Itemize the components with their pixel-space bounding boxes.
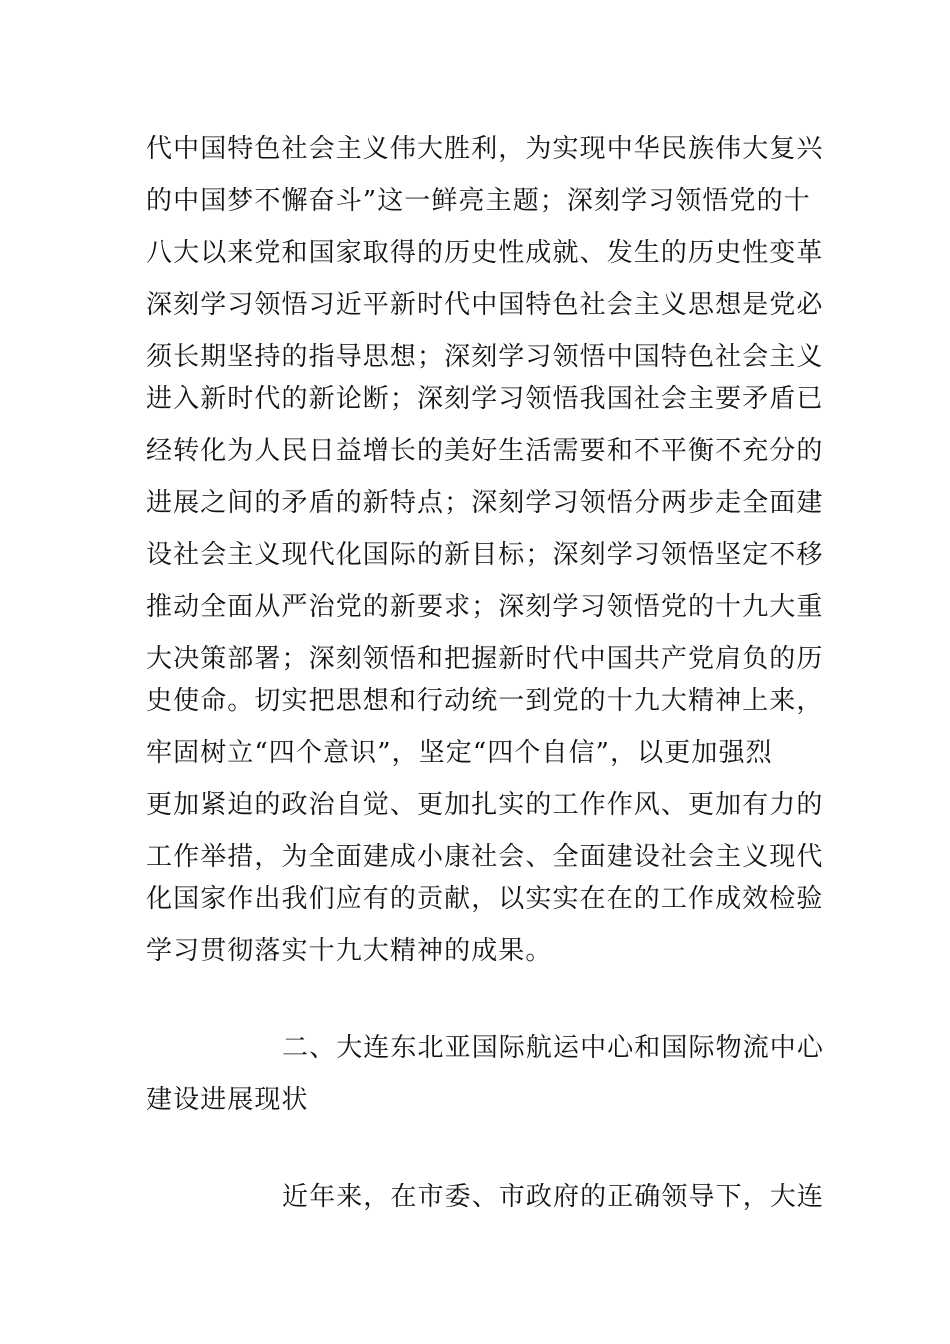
body-text-line: 代中国特色社会主义伟大胜利，为实现中华民族伟大复兴	[146, 134, 824, 164]
body-text-line: 须长期坚持的指导思想；深刻学习领悟中国特色社会主义	[146, 342, 824, 372]
body-text-line: 化国家作出我们应有的贡献，以实实在在的工作成效检验	[146, 884, 824, 914]
section-heading-line: 建设进展现状	[146, 1085, 309, 1115]
body-text-line: 工作举措，为全面建成小康社会、全面建设社会主义现代	[146, 842, 824, 872]
body-text-line: 进展之间的矛盾的新特点；深刻学习领悟分两步走全面建	[146, 488, 824, 518]
body-text-line: 更加紧迫的政治自觉、更加扎实的工作作风、更加有力的	[146, 790, 824, 820]
body-text-line: 大决策部署；深刻领悟和把握新时代中国共产党肩负的历	[146, 644, 824, 674]
body-text-line: 八大以来党和国家取得的历史性成就、发生的历史性变革	[146, 238, 824, 268]
body-text-line: 牢固树立“四个意识”，坚定“四个自信”，以更加强烈	[146, 738, 773, 768]
body-text-line: 设社会主义现代化国际的新目标；深刻学习领悟坚定不移	[146, 540, 824, 570]
body-text-line: 经转化为人民日益增长的美好生活需要和不平衡不充分的	[146, 436, 824, 466]
body-text-line: 学习贯彻落实十九大精神的成果。	[146, 936, 553, 966]
body-text-line: 进入新时代的新论断；深刻学习领悟我国社会主要矛盾已	[146, 384, 824, 414]
body-text-line: 深刻学习领悟习近平新时代中国特色社会主义思想是党必	[146, 290, 824, 320]
section-heading-line: 二、大连东北亚国际航运中心和国际物流中心	[282, 1033, 825, 1063]
body-text-line: 史使命。切实把思想和行动统一到党的十九大精神上来，	[146, 686, 824, 716]
body-text-line: 近年来，在市委、市政府的正确领导下，大连	[282, 1182, 825, 1212]
body-text-line: 推动全面从严治党的新要求；深刻学习领悟党的十九大重	[146, 592, 824, 622]
body-text-line: 的中国梦不懈奋斗”这一鲜亮主题；深刻学习领悟党的十	[146, 186, 811, 216]
